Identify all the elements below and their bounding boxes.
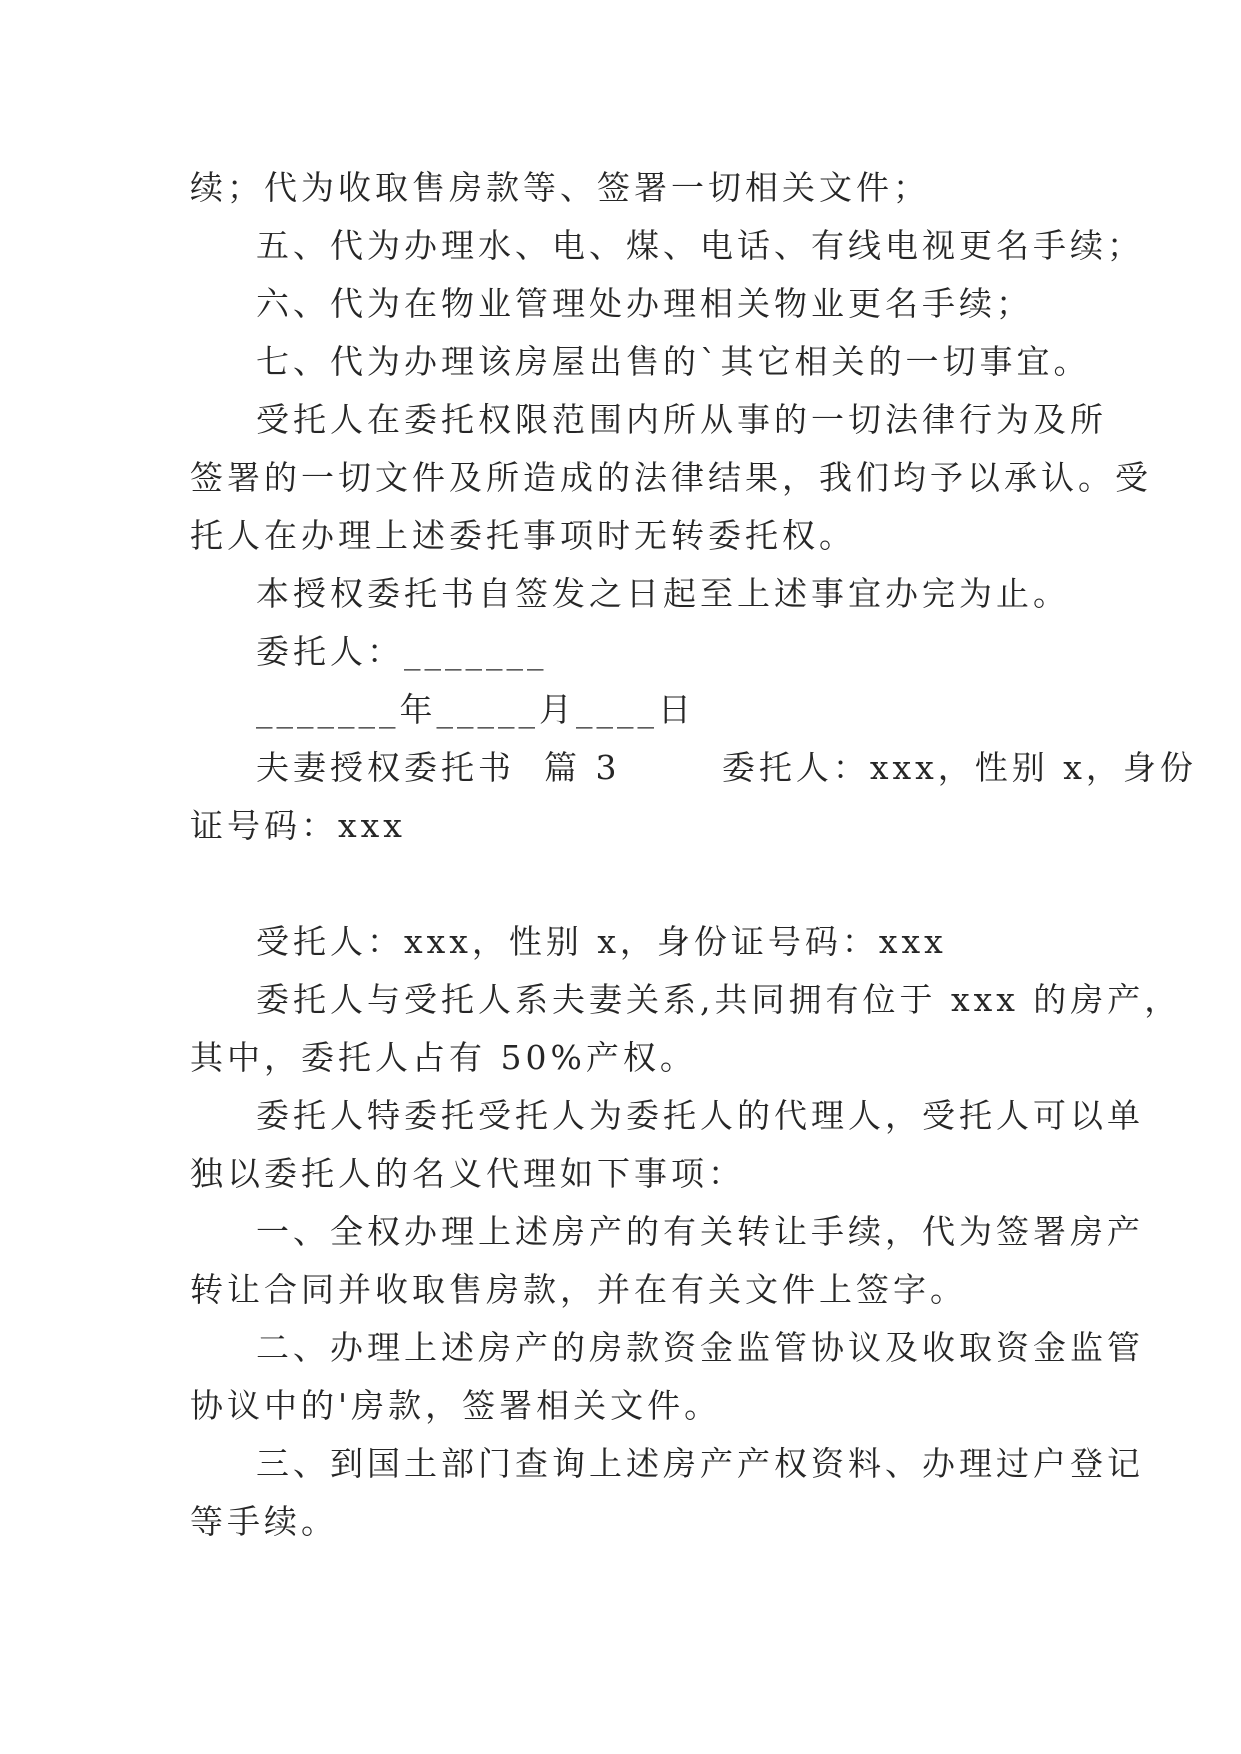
text-line: 证号码：xxx — [190, 806, 406, 845]
section-heading-line: 夫妻授权委托书 篇 3 委托人：xxx，性别 x，身份 — [256, 748, 1197, 787]
text-line: 托人在办理上述委托事项时无转委托权。 — [190, 516, 856, 555]
text-line-continuation: 续；代为收取售房款等、签署一切相关文件； — [190, 168, 930, 207]
text-line-item-one: 一、全权办理上述房产的有关转让手续，代为签署房产 — [256, 1212, 1144, 1251]
text-line-paragraph-start: 委托人与受托人系夫妻关系,共同拥有位于 xxx 的房产， — [256, 980, 1182, 1019]
text-line: 独以委托人的名义代理如下事项： — [190, 1154, 745, 1193]
text-line: 签署的一切文件及所造成的法律结果，我们均予以承认。受 — [190, 458, 1152, 497]
agent-info-line: 受托人：xxx，性别 x，身份证号码：xxx — [256, 922, 947, 961]
text-line: 转让合同并收取售房款，并在有关文件上签字。 — [190, 1270, 967, 1309]
text-line: 协议中的'房款，签署相关文件。 — [190, 1386, 722, 1425]
text-line: 本授权委托书自签发之日起至上述事宜办完为止。 — [256, 574, 1070, 613]
text-line-item-seven: 七、代为办理该房屋出售的`其它相关的一切事宜。 — [256, 342, 1091, 381]
text-line: 其中，委托人占有 50%产权。 — [190, 1038, 697, 1077]
text-line-paragraph-start: 受托人在委托权限范围内所从事的一切法律行为及所 — [256, 400, 1107, 439]
text-line-item-six: 六、代为在物业管理处办理相关物业更名手续； — [256, 284, 1033, 323]
principal-signature-line: 委托人：_______ — [256, 632, 548, 671]
text-line: 等手续。 — [190, 1502, 338, 1541]
text-line-item-five: 五、代为办理水、电、煤、电话、有线电视更名手续； — [256, 226, 1144, 265]
date-line: _______年_____月____日 — [256, 690, 695, 729]
text-line-paragraph-start: 委托人特委托受托人为委托人的代理人，受托人可以单 — [256, 1096, 1144, 1135]
text-line-item-three: 三、到国土部门查询上述房产产权资料、办理过户登记 — [256, 1444, 1144, 1483]
text-line-item-two: 二、办理上述房产的房款资金监管协议及收取资金监管 — [256, 1328, 1144, 1367]
